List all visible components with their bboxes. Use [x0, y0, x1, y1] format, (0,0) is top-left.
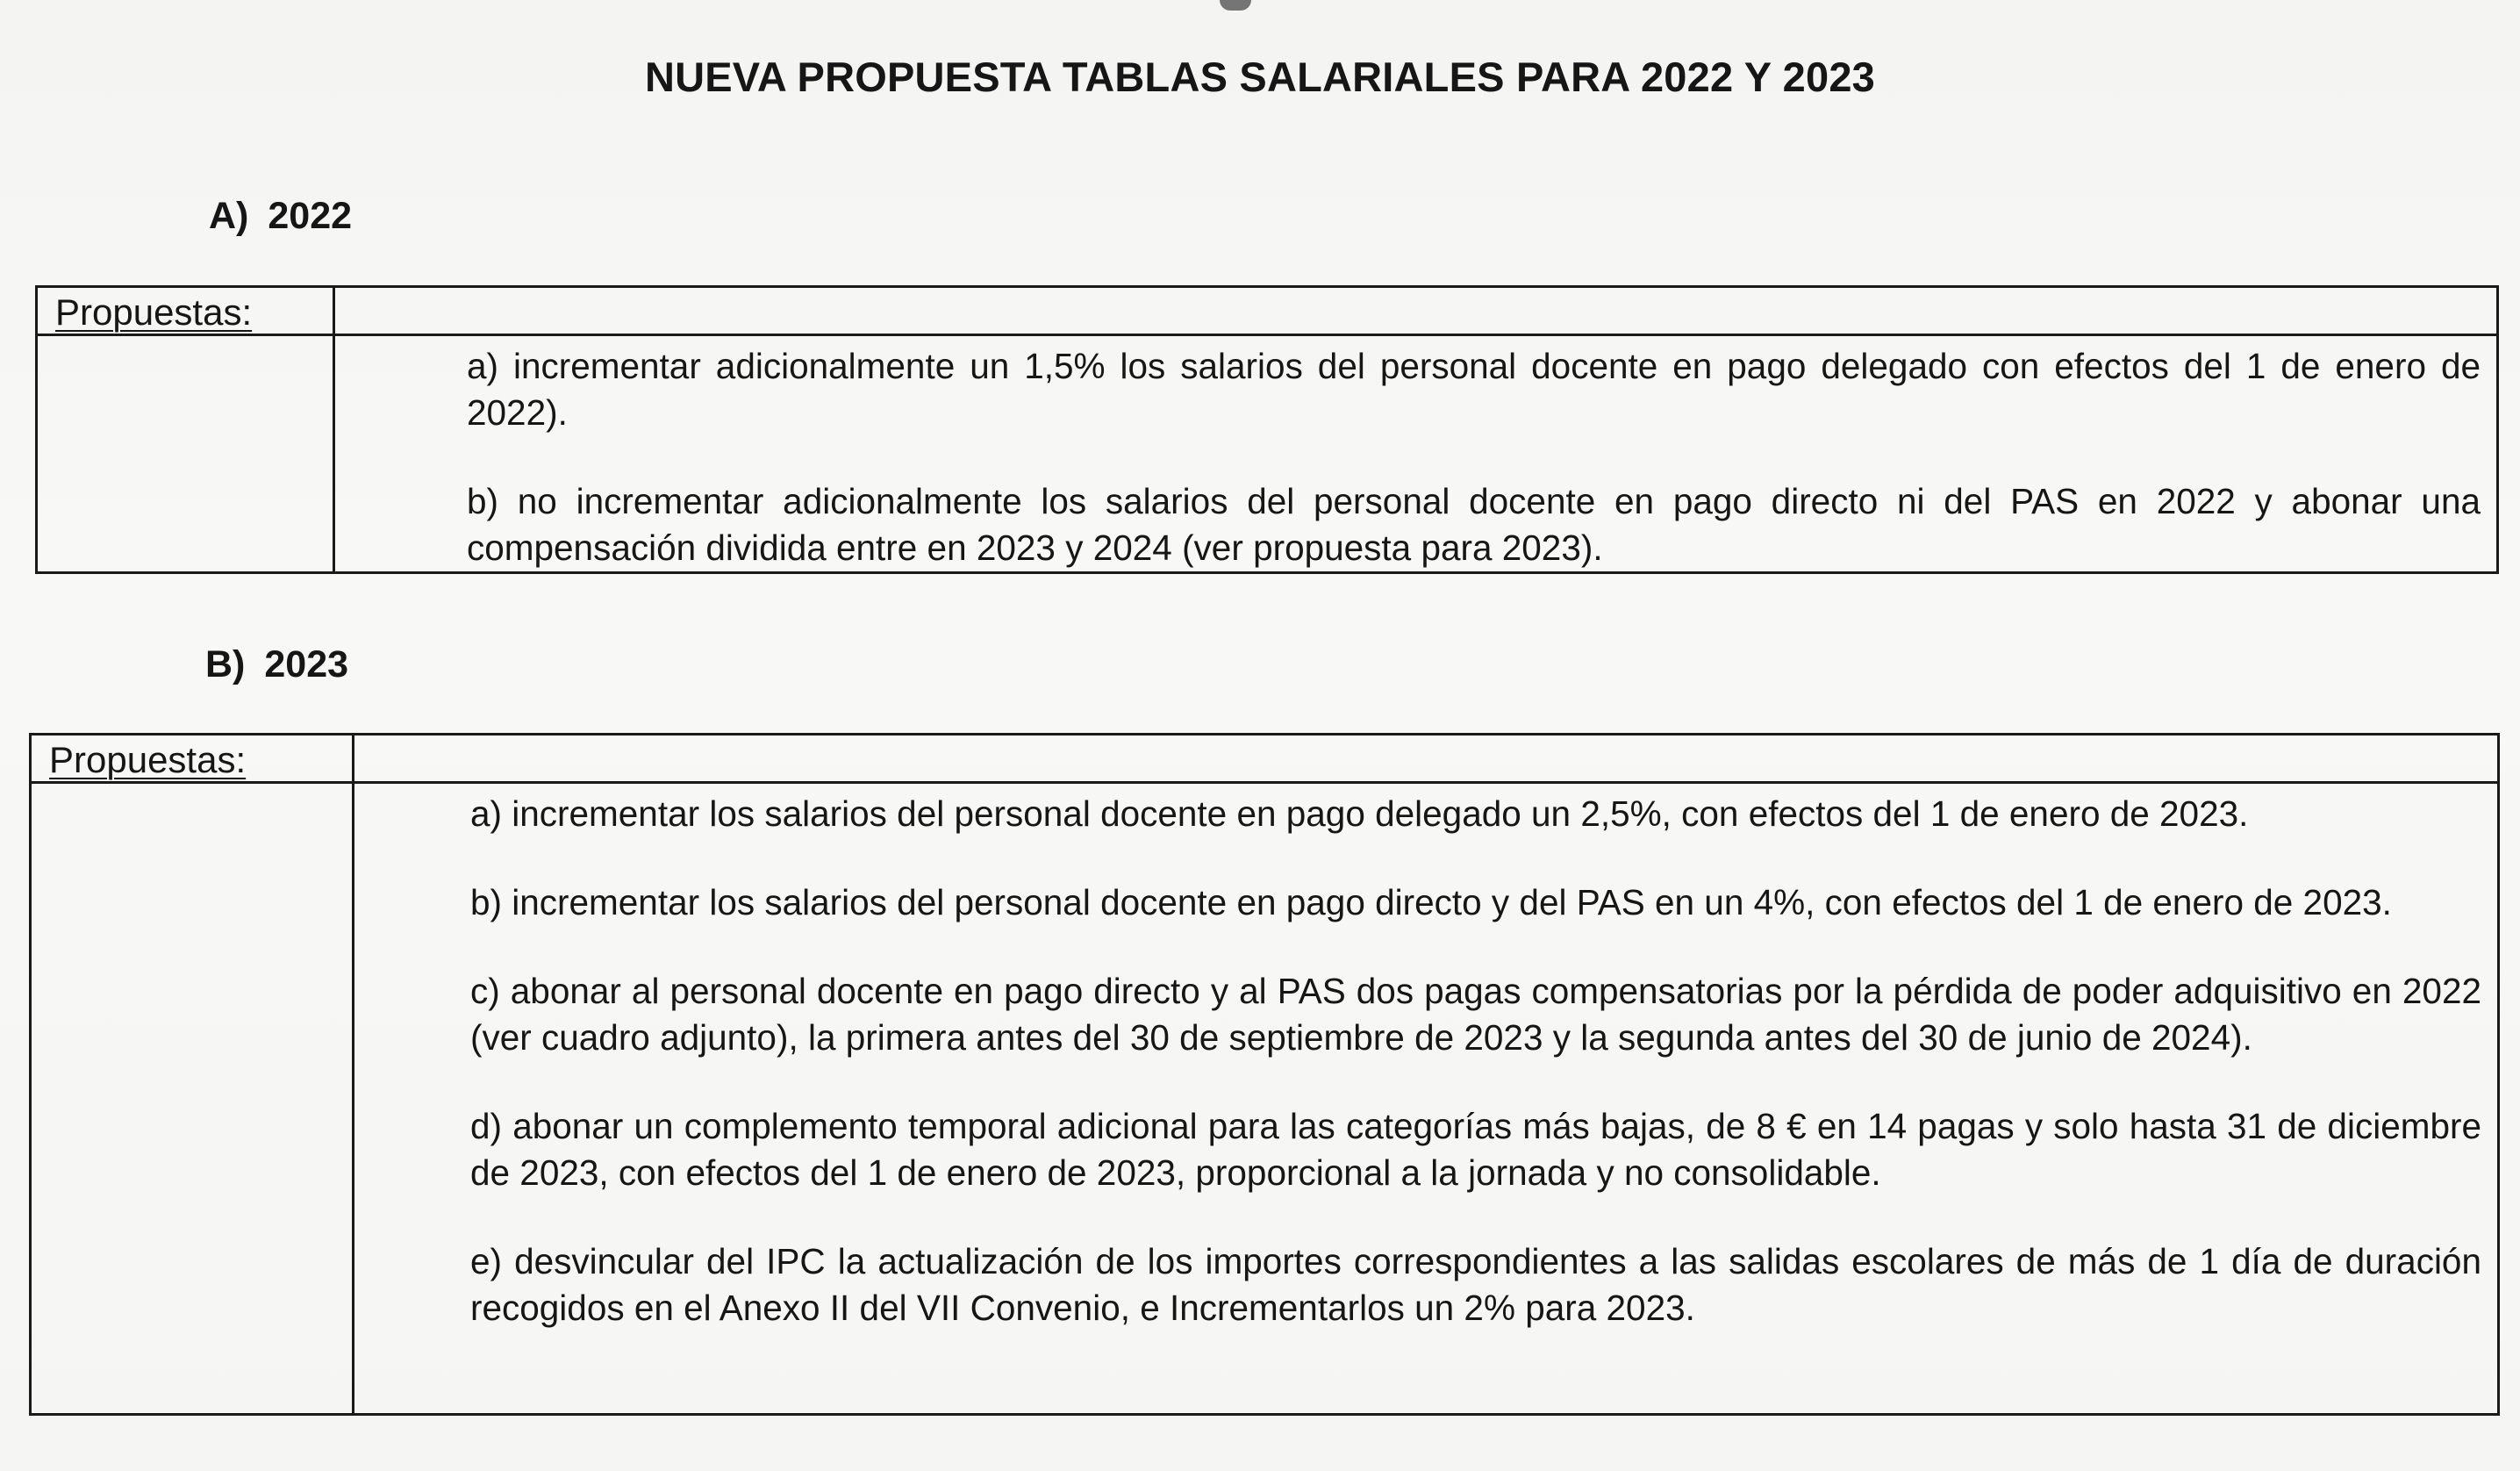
punch-hole-mark — [1220, 0, 1251, 11]
section-a-heading — [209, 195, 352, 238]
table-row — [37, 335, 2498, 573]
proposal-item-d: d) abonar un complemento temporal adicional para las categorías más bajas, de 8 € en 14 pagas y solo hasta 31 de diciembre de 2023, con efectos del 1 de enero de 2023, proporcional a la jornada y no consolidable. — [470, 1106, 2481, 1193]
proposals-items-cell — [354, 783, 2499, 1415]
proposals-label: Propuestas: — [49, 739, 247, 780]
proposals-label: Propuestas: — [55, 291, 253, 333]
proposal-item-a: a) incrementar adicionalmente un 1,5% los salarios del personal docente en pago delegado con efectos del 1 de enero de 2022). — [467, 346, 2481, 433]
table-header-row — [31, 735, 2499, 783]
proposals-label-cell — [37, 287, 334, 335]
proposal-item-b: b) incrementar los salarios del personal docente en pago directo y del PAS en un 4%, con efectos del 1 de enero de 2023. — [470, 882, 2392, 922]
header-empty-cell — [354, 735, 2499, 783]
header-empty-cell — [334, 287, 2498, 335]
section-b-heading — [205, 643, 348, 686]
proposals-items-cell — [334, 335, 2498, 573]
proposal-item-a: a) incrementar los salarios del personal docente en pago delegado un 2,5%, con efectos del 1 de enero de 2023. — [470, 793, 2249, 834]
proposals-table-2022 — [35, 285, 2499, 574]
section-b-year: 2023 — [264, 643, 349, 685]
section-a-letter: A) — [209, 195, 249, 237]
empty-left-cell — [37, 335, 334, 573]
proposals-label-cell — [31, 735, 354, 783]
proposals-table-2023 — [29, 733, 2500, 1416]
proposal-item-e: e) desvincular del IPC la actualización de los importes correspondientes a las salidas escolares de más de 1 día de duración recogidos en el Anexo II del VII Convenio, e Incrementarlos un 2% para 2023. — [470, 1241, 2481, 1328]
table-row — [31, 783, 2499, 1415]
empty-left-cell — [31, 783, 354, 1415]
section-a-year: 2022 — [268, 195, 353, 237]
section-b-letter: B) — [205, 643, 246, 685]
document-title: NUEVA PROPUESTA TABLAS SALARIALES PARA 2022 Y 2023 — [644, 54, 1876, 100]
proposal-item-c: c) abonar al personal docente en pago directo y al PAS dos pagas compensatorias por la pérdida de poder adquisitivo en 2022 (ver cuadro adjunto), la primera antes del 30 de septiembre de 2023 y la segunda antes del 30 de junio de 2024). — [470, 971, 2481, 1058]
proposal-item-b: b) no incrementar adicionalmente los salarios del personal docente en pago directo ni del PAS en 2022 y abonar una compensación dividida entre en 2023 y 2024 (ver propuesta para 2023). — [467, 481, 2481, 568]
table-header-row — [37, 287, 2498, 335]
